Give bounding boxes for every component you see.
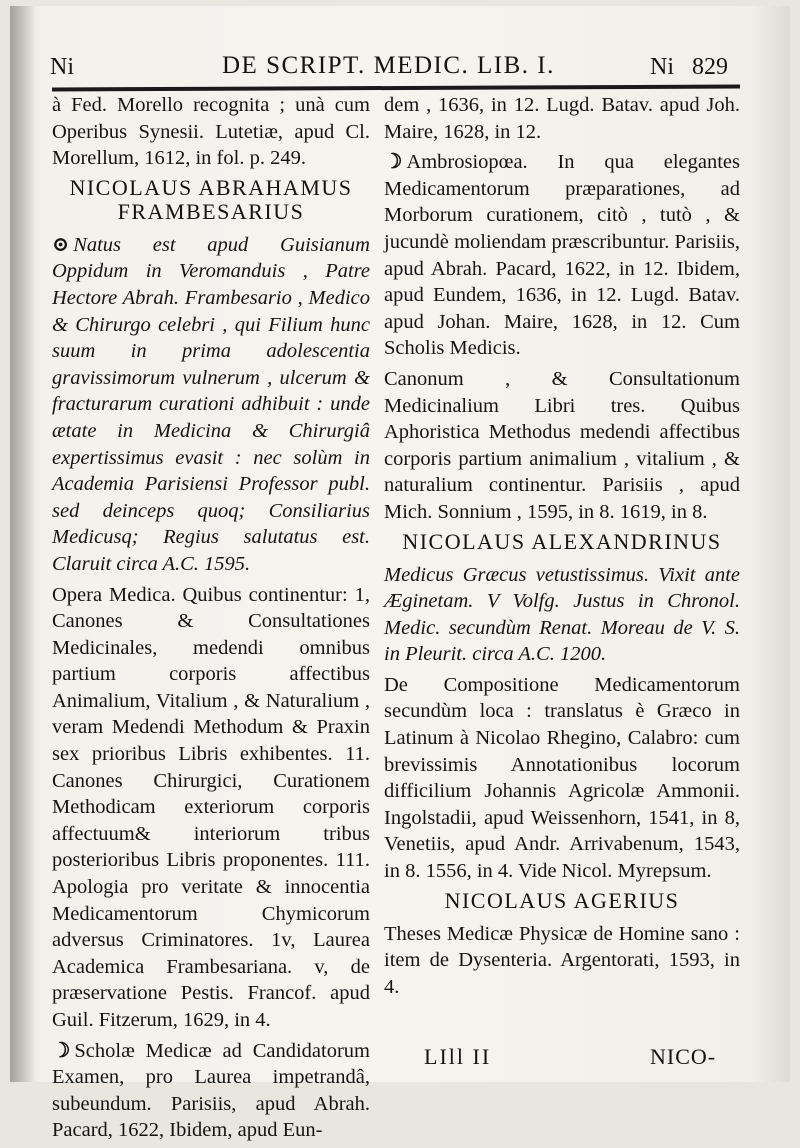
moon-symbol-icon: ☽ — [52, 1039, 71, 1062]
gutter-shadow — [10, 6, 36, 1082]
header-left-mark: Ni — [50, 54, 74, 80]
running-header — [50, 48, 740, 84]
work-text: Scholæ Medicæ ad Candidatorum Examen, pro Laurea impetrandâ, subeundum. Parisiis, apud Abrah. Pacard, 1622, Ibidem, apud Eun- — [52, 1039, 370, 1142]
moon-symbol-icon: ☽ — [384, 151, 403, 174]
signature-mark: LIll II — [424, 1044, 492, 1069]
entry-heading-frambesarius: NICOLAUS ABRAHAMUS FRAMBESARIUS — [69, 174, 353, 224]
work-theses-medicae: Theses Medicæ Physicæ de Homine sano : item de Dysenteria. Argentorati, 1593, in 4. — [384, 922, 740, 998]
work-text: Ambrosiopœa. In qua elegantes Medicamentorum præparationes, ad Morborum curationem, citò , tutò , & jucundè moliendam præscribuntur. Parisiis, apud Abrah. Pacard, 1622, in 12. Ibidem, apud Eundem, 1636, in 12. Lugd. Batav. apud Johan. Maire, 1628, in 12. Cum Scholis Medicis. — [384, 151, 740, 360]
page-number: 829 — [692, 54, 728, 80]
sun-symbol-icon: ⊙ — [52, 233, 70, 256]
bio-text: Natus est apud Guisianum Oppidum in Veromanduis , Patre Hectore Abrah. Frambesario , Medico & Chirurgo celebri , qui Filium hunc suum in prima adolescentia gravissimorum vulnerum , ulcerum & fracturarum curationi adhibuit : unde ætate in Medicina & Chirurgiâ expertissimus evasit : nec solùm in Academia Parisiensi Professor publ. sed deinceps quoq; Consiliarius Medicusq; Regius salutatus est. Claruit circa A.C. 1595. — [52, 233, 370, 575]
entry-heading-agerius: NICOLAUS AGERIUS — [444, 887, 680, 913]
entry-bio-frambesarius — [52, 232, 370, 578]
work-canonum: Canonum , & Consultationum Medicinalium Libri tres. Quibus Aphoristica Methodus medendi affectibus corporis partium animalium , vitalium , & naturalium continentur. Parisiis , apud Mich. Sonnium , 1595, in 8. 1619, in 8. — [384, 367, 740, 523]
intro-paragraph: à Fed. Morello recognita ; unà cum Operibus Synesii. Lutetiæ, apud Cl. Morellum, 1612, in fol. p. 249. — [52, 94, 370, 170]
work-opera-medica: Opera Medica. Quibus continentur: 1, Canones & Consultationes Medicinales, medendi omnibus partium corporis affectibus Animalium, Vitalium , & Naturalium , veram Medendi Methodum & Praxin sex prioribus Libris exhibentes. 11. Canones Chirurgici, Curationem Methodicam exteriorum corporis affectuum& interiorum tribus posterioribus Libris proponentes. 111. Apologia pro veritate & innocentia Medicamentorum Chymicorum adversus Criminatores. 1v, Laurea Academica Frambesariana. v, de præservatione Pestis. Francof. apud Guil. Fitzerum, 1629, in 4. — [52, 583, 370, 1031]
right-column — [384, 92, 740, 1004]
entry-heading-alexandrinus: NICOLAUS ALEXANDRINUS — [402, 528, 722, 554]
continuation-paragraph: dem , 1636, in 12. Lugd. Batav. apud Joh. Maire, 1628, in 12. — [384, 94, 740, 143]
left-column — [52, 92, 370, 1148]
work-scholae-medicae — [52, 1038, 370, 1144]
header-right-mark: Ni — [650, 54, 674, 80]
work-ambrosiopoea — [384, 149, 740, 362]
running-title: DE SCRIPT. MEDIC. LIB. I. — [222, 52, 555, 79]
work-de-compositione: De Compositione Medicamentorum secundùm loca : translatus è Græco in Latinum à Nicolao Rhegino, Calabro: cum brevissimis Annotationibus locorum difficilium Johannis Agricolæ Ammonii. Ingolstadii, apud Weissenhorn, 1541, in 8, Venetiis, apud Andr. Arrivabenum, 1543, in 8. 1556, in 4. Vide Nicol. Myrepsum. — [384, 673, 740, 883]
entry-bio-alexandrinus: Medicus Græcus vetustissimus. Vixit ante Æginetam. V Volfg. Justus in Chronol. Medic. secundùm Renat. Moreau de V. S. in Pleurit. circa A.C. 1200. — [384, 563, 740, 666]
catchword: NICO- — [650, 1044, 717, 1069]
